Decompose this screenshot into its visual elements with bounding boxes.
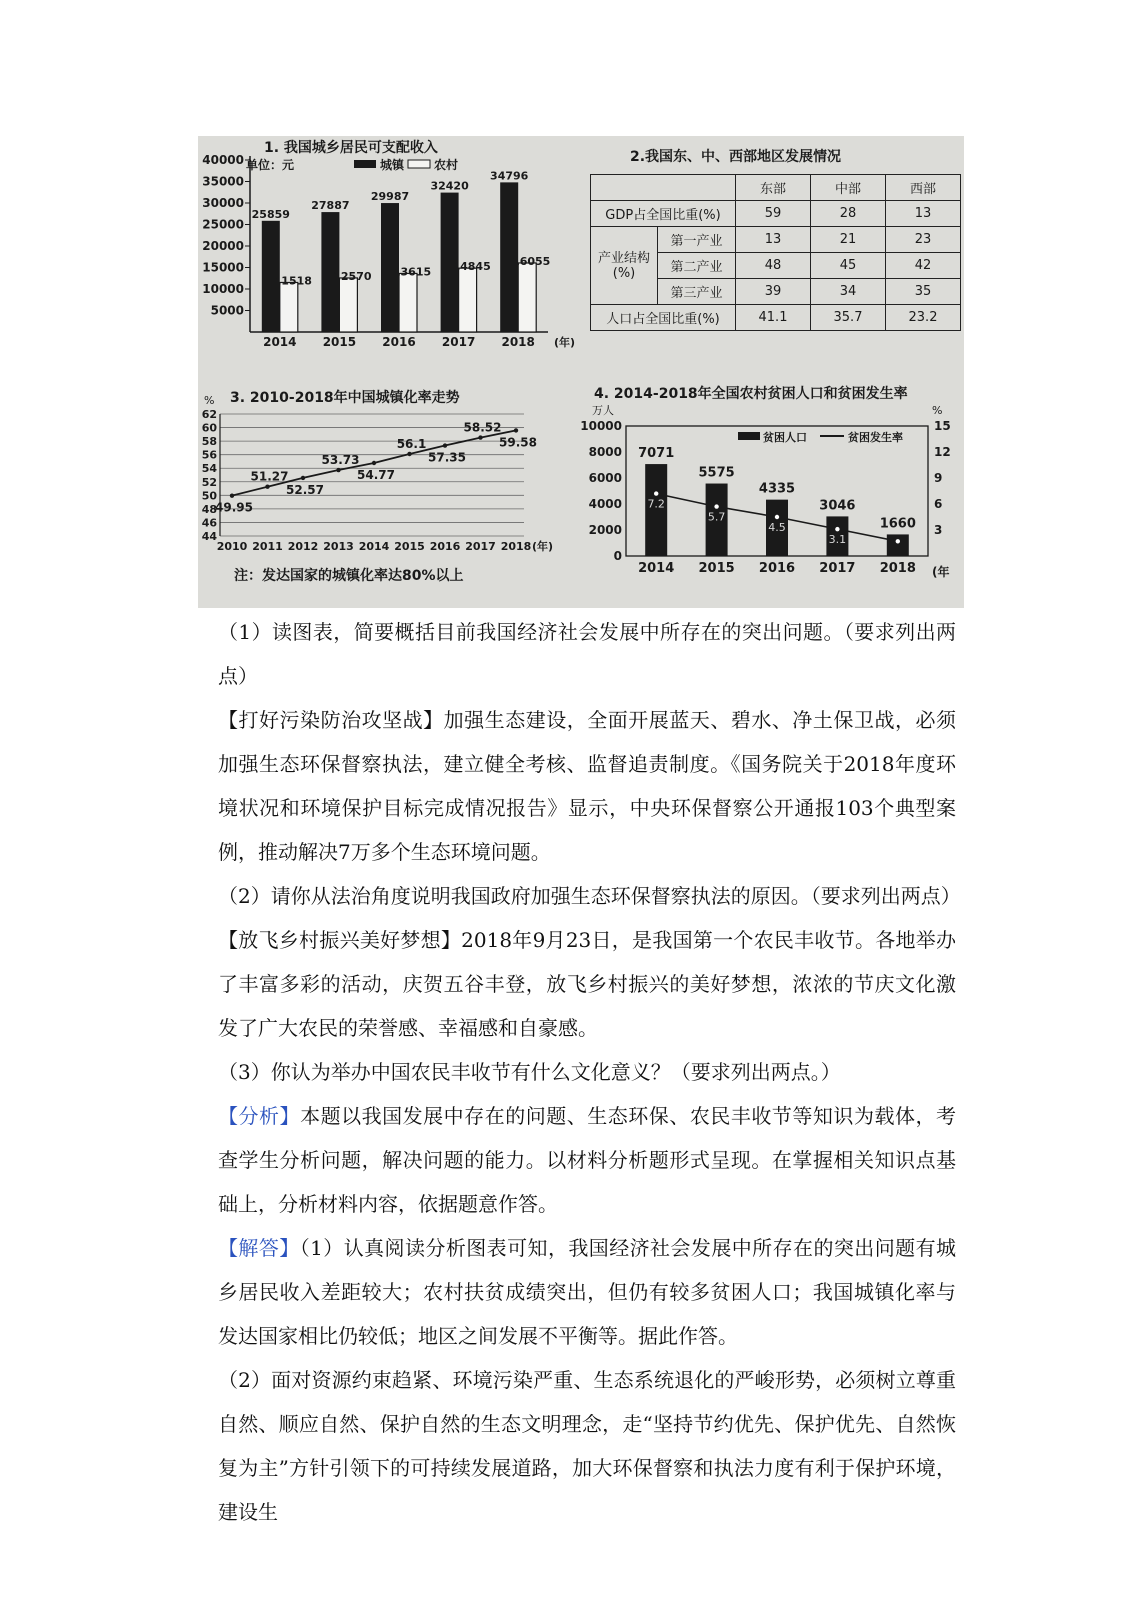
x-tick-label: 2017 (465, 540, 496, 553)
legend-swatch-urban (354, 160, 376, 168)
chart4-y-unit-left: 万人 (592, 404, 614, 417)
table-row (591, 201, 961, 227)
table-cell: 39 (736, 279, 811, 305)
chart4-legend (738, 430, 903, 444)
bar-rural (459, 268, 477, 332)
bar-value-label: 32420 (430, 179, 469, 193)
data-point (301, 476, 305, 480)
bar-value-label: 29987 (370, 190, 410, 204)
y-tick-label: 0 (613, 549, 622, 563)
y-tick-label: 54 (201, 462, 217, 476)
chart1-bars (252, 169, 551, 349)
legend-label-rural: 农村 (434, 158, 459, 172)
rate-point (896, 539, 900, 543)
table-cell: 34 (811, 279, 886, 305)
data-label: 59.58 (499, 435, 537, 450)
x-tick-label: 2013 (323, 540, 354, 553)
legend-label-poverty-rate: 贫困发生率 (848, 431, 903, 444)
legend-label-poverty-population: 贫困人口 (763, 431, 807, 444)
data-label: 51.27 (250, 469, 289, 484)
bar-value-label: 16055 (512, 254, 551, 268)
bar-rural (518, 263, 536, 332)
question-1: （1）读图表，简要概括目前我国经济社会发展中所存在的突出问题。（要求列出两点） (218, 620, 956, 688)
x-tick-label: 2015 (698, 561, 735, 576)
table-row-label: 第二产业 (658, 253, 736, 279)
bar-value-label: 7071 (638, 446, 675, 462)
x-tick-label: 2012 (287, 540, 319, 553)
table-cell: 35 (886, 279, 961, 305)
answer-paragraph (218, 1226, 956, 1358)
table-cell: 59 (736, 201, 811, 227)
chart4-title: 4. 2014-2018年全国农村贫困人口和贫困发生率 (594, 386, 908, 402)
x-tick-label: 2017 (819, 561, 856, 576)
rate-point (654, 491, 658, 495)
x-tick-label: 2015 (322, 335, 357, 349)
answer-tag: 【解答】 (218, 1236, 300, 1260)
chart3-y-unit: % (204, 394, 215, 407)
chart1-x-unit: (年) (554, 336, 576, 349)
y-tick-label: 10000 (580, 419, 622, 433)
y-tick-label: 20000 (202, 239, 244, 253)
chart-income (202, 139, 575, 349)
chart1-title: 1. 我国城乡居民可支配收入 (264, 140, 438, 156)
table-header-cell: 东部 (736, 175, 811, 201)
y2-tick-label: 15 (934, 419, 951, 433)
chart3-series (215, 421, 537, 515)
x-tick-label: 2014 (358, 540, 390, 553)
data-label: 57.35 (428, 450, 466, 465)
table-cell: 21 (811, 227, 886, 253)
exam-figure (198, 136, 964, 608)
x-tick-label: 2018 (500, 540, 532, 553)
y-tick-label: 5000 (210, 303, 244, 318)
legend-swatch-poverty-population (738, 432, 760, 440)
analysis-paragraph (218, 1094, 956, 1226)
table-cell: 35.7 (811, 305, 886, 331)
data-label: 53.73 (321, 453, 360, 468)
rate-label: 4.5 (768, 521, 786, 534)
data-label: 49.95 (215, 500, 253, 515)
bar-value-label: 5575 (698, 465, 735, 481)
data-point (407, 452, 411, 456)
data-label: 54.77 (357, 468, 395, 483)
data-label: 56.1 (396, 436, 427, 451)
y-tick-label: 15000 (202, 260, 244, 275)
data-point (443, 443, 447, 447)
y-tick-label: 48 (201, 502, 217, 516)
y2-tick-label: 6 (934, 497, 943, 511)
table-cell: 28 (811, 201, 886, 227)
table-row-label: 第一产业 (658, 227, 736, 253)
chart-urbanization (202, 389, 553, 584)
y-tick-label: 46 (201, 516, 217, 530)
y-tick-label: 62 (201, 408, 217, 421)
table-row-label: 第三产业 (658, 279, 736, 305)
legend-label-urban: 城镇 (380, 158, 405, 172)
y-tick-label: 4000 (588, 497, 622, 511)
answer-2: （2）面对资源约束趋紧、环境污染严重、生态系统退化的严峻形势，必须树立尊重自然、顺应自然、保护自然的生态文明理念，走“坚持节约优先、保护优先、自然恢复为主”方针引领下的可持续发展道路，加大环保督察和执法力度有利于保护环境，建设生 (218, 1368, 956, 1524)
table-row-label: 人口占全国比重(%) (591, 305, 736, 331)
table-header-blank (591, 175, 736, 201)
question-text (218, 610, 961, 1534)
x-tick-label: 2018 (501, 335, 535, 349)
table-row (591, 305, 961, 331)
bar-rural (339, 278, 357, 332)
data-point (230, 493, 234, 497)
chart4-y-unit-right: % (932, 404, 943, 417)
bar-value-label: 1660 (879, 516, 916, 532)
bar-value-label: 14845 (452, 260, 491, 274)
y-tick-label: 35000 (202, 174, 244, 189)
data-point (372, 461, 376, 465)
x-tick-label: 2011 (252, 540, 283, 553)
table-cell: 41.1 (736, 305, 811, 331)
bar-poverty-population (887, 534, 909, 556)
bar-value-label: 25859 (251, 207, 290, 221)
chart3-note: 注：发达国家的城镇化率达80%以上 (234, 568, 464, 584)
data-point (514, 428, 518, 432)
table-header-cell: 中部 (811, 175, 886, 201)
material-rural-revitalization: 【放飞乡村振兴美好梦想】2018年9月23日，是我国第一个农民丰收节。各地举办了丰富多彩的活动，庆贺五谷丰登，放飞乡村振兴的美好梦想，浓浓的节庆文化激发了广大农民的荣誉感、幸福感和自豪感。 (218, 928, 956, 1040)
table-cell: 48 (736, 253, 811, 279)
x-tick-label: 2016 (429, 540, 461, 553)
bar-rural (280, 282, 298, 332)
bar-rural (399, 273, 417, 332)
y-tick-label: 8000 (588, 445, 622, 459)
table-cell: 23 (886, 227, 961, 253)
rate-point (775, 515, 779, 519)
legend-swatch-rural (408, 160, 430, 168)
x-tick-label: 2015 (394, 540, 425, 553)
y-tick-label: 25000 (202, 217, 244, 232)
table-row (591, 227, 961, 253)
bar-value-label: 27887 (311, 199, 350, 213)
chart1-legend (354, 157, 458, 172)
y-tick-label: 30000 (202, 196, 244, 210)
rate-label: 7.2 (647, 497, 665, 511)
rate-point (835, 527, 839, 531)
rate-point (714, 504, 718, 508)
y-tick-label: 50 (201, 489, 217, 503)
chart1-unit: 单位：元 (246, 158, 295, 172)
y-tick-label: 58 (201, 435, 217, 449)
table-cell: 13 (886, 201, 961, 227)
table-cell: 42 (886, 253, 961, 279)
data-point (265, 485, 269, 489)
y-tick-label: 60 (201, 421, 217, 435)
rate-label: 3.1 (828, 533, 847, 547)
material-pollution: 【打好污染防治攻坚战】加强生态建设，全面开展蓝天、碧水、净土保卫战，必须加强生态环保督察执法，建立健全考核、监督追责制度。《国务院关于2018年度环境状况和环境保护目标完成情况报告》显示，中央环保督察公开通报103个典型案例，推动解决7万多个生态环境问题。 (218, 708, 956, 864)
y-tick-label: 40000 (202, 153, 244, 167)
bar-value-label: 12570 (333, 269, 372, 283)
y-tick-label: 2000 (588, 523, 622, 537)
table-cell: 23.2 (886, 305, 961, 331)
table-group-label: 产业结构(%) (591, 227, 658, 305)
chart3-x-unit: (年) (532, 540, 554, 553)
table-row-label: GDP占全国比重(%) (591, 201, 736, 227)
table2-title: 2.我国东、中、西部地区发展情况 (630, 149, 842, 165)
y-tick-label: 6000 (588, 471, 622, 485)
x-tick-label: 2014 (263, 335, 297, 349)
bar-value-label: 3046 (819, 498, 856, 514)
y-tick-label: 52 (201, 475, 217, 489)
data-label: 52.57 (286, 482, 324, 497)
x-tick-label: 2016 (382, 335, 416, 349)
x-tick-label: 2018 (879, 561, 916, 576)
x-tick-label: 2014 (638, 561, 675, 576)
table-header-row (591, 175, 961, 201)
y-tick-label: 10000 (202, 282, 244, 296)
bar-value-label: 11518 (273, 274, 312, 288)
x-tick-label: 2017 (441, 335, 476, 349)
x-tick-label: 2010 (216, 540, 248, 553)
chart3-title: 3. 2010-2018年中国城镇化率走势 (230, 390, 460, 406)
table-cell: 45 (811, 253, 886, 279)
region-table (590, 174, 961, 331)
y2-tick-label: 3 (934, 523, 943, 537)
data-label: 58.52 (463, 420, 502, 435)
table-cell: 13 (736, 227, 811, 253)
table-header-cell: 西部 (886, 175, 961, 201)
question-2: （2）请你从法治角度说明我国政府加强生态环保督察执法的原因。（要求列出两点） (218, 884, 961, 908)
chart4-x-unit: (年 (932, 565, 950, 579)
y-tick-label: 44 (201, 530, 217, 543)
data-point (336, 468, 340, 472)
bar-value-label: 4335 (758, 481, 796, 497)
bar-value-label: 34796 (490, 169, 529, 183)
question-3: （3）你认为举办中国农民丰收节有什么文化意义？（要求列出两点。） (218, 1060, 841, 1084)
analysis-tag: 【分析】 (218, 1104, 301, 1128)
analysis-body: 本题以我国发展中存在的问题、生态环保、农民丰收节等知识为载体，考查学生分析问题，解决问题的能力。以材料分析题形式呈现。在掌握相关知识点基础上，分析材料内容，依据题意作答。 (218, 1104, 957, 1216)
rate-label: 5.7 (707, 510, 726, 524)
y2-tick-label: 12 (934, 445, 951, 459)
answer-1: （1）认真阅读分析图表可知，我国经济社会发展中所存在的突出问题有城乡居民收入差距较大；农村扶贫成绩突出，但仍有较多贫困人口；我国城镇化率与发达国家相比仍较低；地区之间发展不平衡等。据此作答。 (218, 1236, 956, 1348)
bar-value-label: 13615 (392, 265, 432, 279)
y-tick-label: 56 (201, 448, 217, 462)
y2-tick-label: 9 (934, 471, 943, 485)
x-tick-label: 2016 (758, 561, 796, 576)
chart-poverty (580, 385, 950, 579)
data-point (478, 435, 482, 439)
